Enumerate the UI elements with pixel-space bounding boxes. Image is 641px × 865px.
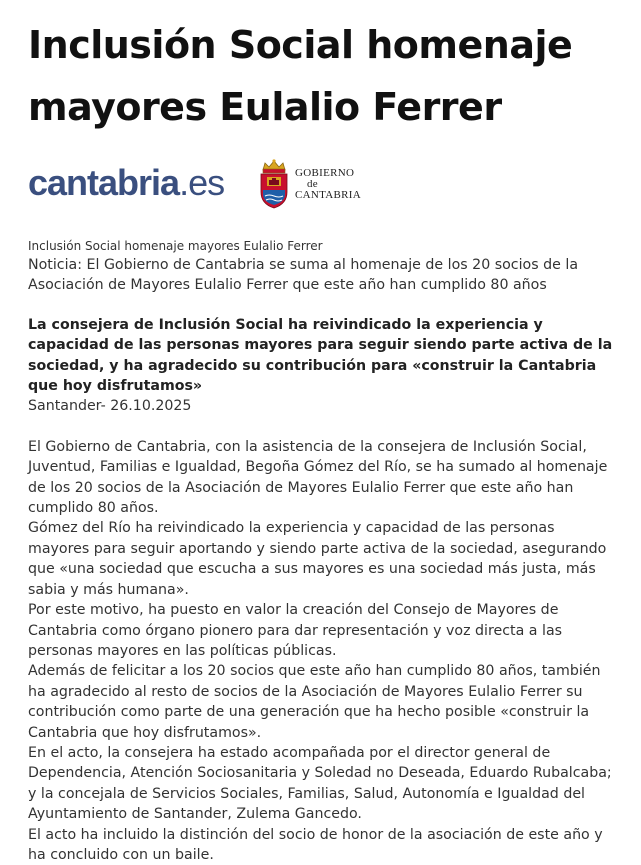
gobierno-line-3: CANTABRIA <box>295 188 361 201</box>
article-page <box>28 0 618 865</box>
article-paragraph: Además de felicitar a los 20 socios que este año han cumplido 80 años, también ha agradecido al resto de socios de la Asociación de Mayores Eulalio Ferrer su contribución como parte de una generación que ha hecho posible «construir la Cantabria que hoy disfrutamos». <box>28 663 601 741</box>
article-small-title: Inclusión Social homenaje mayores Eulalio Ferrer <box>28 239 323 253</box>
article-paragraph: Gómez del Río ha reivindicado la experiencia y capacidad de las personas mayores para seguir aportando y siendo parte activa de la sociedad, asegurando que «una sociedad que escucha a sus mayores es una sociedad más justa, más sabia y más humana». <box>28 520 607 598</box>
gobierno-cantabria-logo[interactable] <box>257 154 361 214</box>
cantabria-es-logo[interactable] <box>28 163 224 203</box>
page-title: Inclusión Social homenaje mayores Eulalio Ferrer <box>28 23 573 129</box>
article-lead: Noticia: El Gobierno de Cantabria se suma al homenaje de los 20 socios de la Asociación de Mayores Eulalio Ferrer que este año han cumplido 80 años <box>28 257 579 294</box>
article-subheading: La consejera de Inclusión Social ha reivindicado la experiencia y capacidad de las personas mayores para seguir siendo parte activa de la sociedad, y ha agradecido su contribución para «construir la Cantabria que hoy disfrutamos» <box>28 316 613 395</box>
article-dateline: Santander- 26.10.2025 <box>28 398 192 415</box>
article-body <box>28 437 618 865</box>
article-paragraph: Por este motivo, ha puesto en valor la creación del Consejo de Mayores de Cantabria como órgano pionero para dar representación y voz directa a las personas mayores en las políticas públicas. <box>28 602 563 659</box>
article-paragraph: El acto ha incluido la distinción del socio de honor de la asociación de este año y ha concluido con un baile. <box>28 826 603 863</box>
coat-of-arms-icon <box>257 158 291 210</box>
article-paragraph: En el acto, la consejera ha estado acompañada por el director general de Dependencia, Atención Sociosanitaria y Soledad no Deseada, Eduardo Rubalcaba; y la concejala de Servicios Sociales, Familias, Salud, Autonomía e Igualdad del Ayuntamiento de Santander, Zulema Gancedo. <box>28 744 612 823</box>
cantabria-logo-text: cantabria <box>28 162 180 203</box>
gobierno-line-2: de <box>307 177 318 190</box>
gobierno-line-1: GOBIERNO <box>295 166 355 179</box>
article-paragraph: El Gobierno de Cantabria, con la asistencia de la consejera de Inclusión Social, Juventud, Familias e Igualdad, Begoña Gómez del Río, se ha sumado al homenaje de los 20 socios de la Asociación de Mayores Eulalio Ferrer que este año han cumplido 80 años. <box>28 438 608 517</box>
logo-bar <box>28 149 618 221</box>
gobierno-logo-text <box>295 168 361 201</box>
cantabria-logo-tld: .es <box>179 162 225 203</box>
